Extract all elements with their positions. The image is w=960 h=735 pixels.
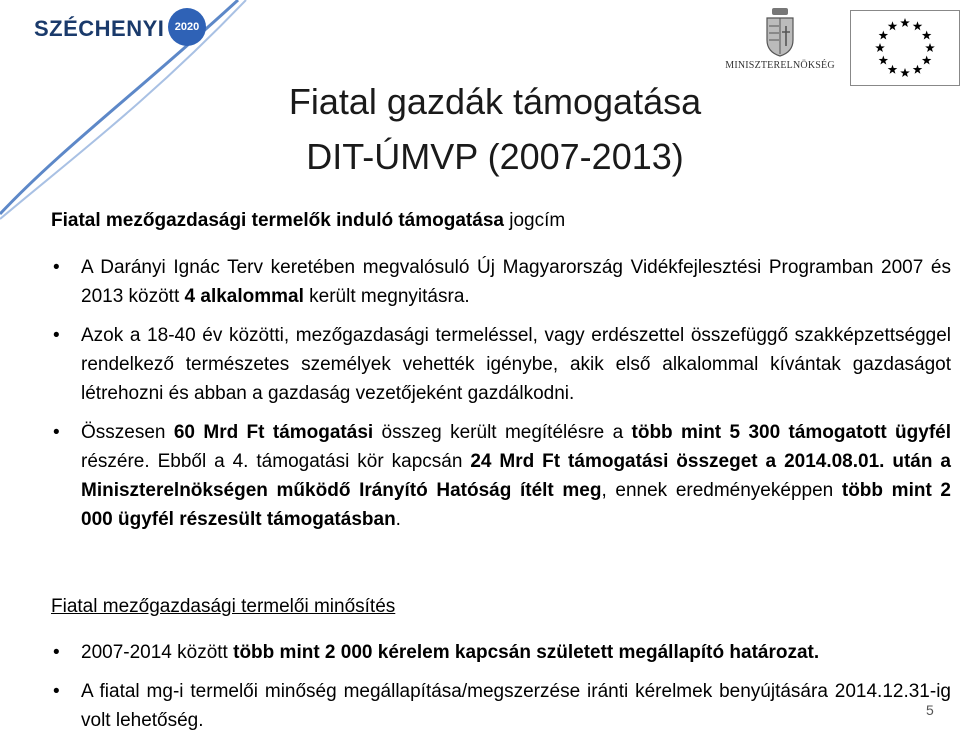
szechenyi-logo-word: SZÉCHENYI	[34, 16, 165, 41]
section2-heading: Fiatal mezőgazdasági termelői minősítés	[51, 596, 396, 617]
section1-heading-bold: Fiatal mezőgazdasági termelők induló támogatása	[51, 210, 504, 231]
szechenyi-2020-logo	[34, 6, 234, 58]
eu-stars-icon	[851, 11, 959, 85]
section1-bullet-list	[51, 253, 951, 534]
ministry-logo	[724, 6, 836, 86]
eu-star-icon	[925, 43, 935, 52]
section1-heading-rest: jogcím	[503, 210, 566, 231]
page-number: 5	[926, 702, 934, 718]
eu-star-icon	[922, 56, 932, 65]
list-item: • Összesen 60 Mrd Ft támogatási összeg került megítélésre a több mint 5 300 támogatott ügyfél részére. Ebből a 4. támogatási kör kapcsán 24 Mrd Ft támogatási összeget a 2014.08.01. után a Miniszterelnökségen működő Irányító Hatóság ítélt meg, ennek eredményeképpen több mint 2 000 ügyfél részesült támogatásban.	[51, 418, 951, 534]
eu-star-icon	[900, 68, 910, 77]
hungarian-coat-of-arms-icon	[763, 6, 797, 58]
eu-star-icon	[913, 65, 923, 74]
eu-star-icon	[888, 21, 898, 30]
list-item: • A fiatal mg-i termelői minőség megállapítása/megszerzése iránti kérelmek benyújtására 2014.12.31-ig volt lehetőség.	[51, 677, 951, 735]
eu-star-icon	[900, 18, 910, 27]
eu-star-icon	[888, 65, 898, 74]
szechenyi-logo-year: 2020	[168, 8, 206, 46]
page-title-line2: DIT-ÚMVP (2007-2013)	[306, 136, 684, 177]
eu-star-icon	[922, 31, 932, 40]
eu-star-icon	[875, 43, 885, 52]
eu-star-icon	[879, 56, 889, 65]
section1-heading	[51, 209, 565, 234]
eu-star-icon	[913, 21, 923, 30]
eu-flag-logo	[850, 10, 960, 86]
page-title-line1: Fiatal gazdák támogatása	[288, 81, 702, 122]
list-item: • 2007-2014 között több mint 2 000 kérelem kapcsán született megállapító határozat.	[51, 638, 951, 667]
section2-bullet-list	[51, 638, 951, 735]
eu-star-icon	[879, 31, 889, 40]
list-item: • A Darányi Ignác Terv keretében megvalósuló Új Magyarország Vidékfejlesztési Programban 2007 és 2013 között 4 alkalommal került megnyitásra.	[51, 253, 951, 311]
list-item: • Azok a 18-40 év közötti, mezőgazdasági termeléssel, vagy erdészettel összefüggő szakképzettséggel rendelkező természetes személyek vehették igénybe, akik első alkalommal kívántak gazdaságot létrehozni és abban a gazdaság vezetőjeként gazdálkodni.	[51, 321, 951, 408]
ministry-logo-label: MINISZTERELNÖKSÉG	[725, 60, 835, 71]
